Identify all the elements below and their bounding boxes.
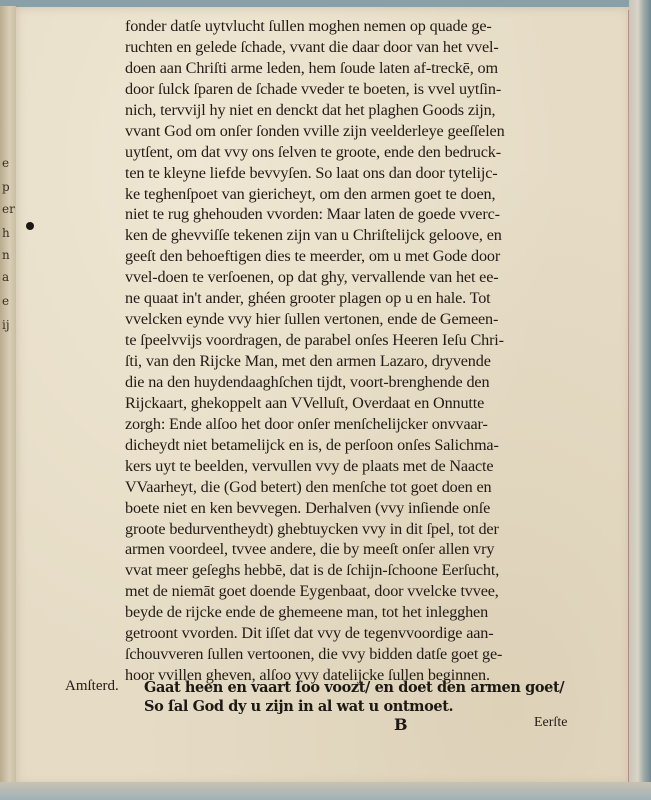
text-line: te ſpeelvvijs voordragen, de parabel onſes Heeren Ieſu Chri- bbox=[125, 331, 504, 350]
text-line: groote bedurventheydt) ghebtuycken vvy in dit ſpel, tot der bbox=[125, 519, 499, 538]
text-line: kers uyt te beelden, vervullen vvy de plaats met de Naacte bbox=[125, 456, 494, 475]
scan-frame-bottom bbox=[0, 782, 651, 800]
text-line: doen aan Chriſti arme leden, hem ſoude laten af-treckē, om bbox=[125, 58, 498, 77]
text-line: hoor vvillen gheven, alſoo vvy datelijcke ſullen beginnen. bbox=[125, 666, 490, 685]
left-page-fragment: n bbox=[2, 248, 10, 262]
text-line: door ſulck ſparen de ſchade vveder te boeten, is vvel uytſin- bbox=[125, 79, 502, 98]
text-line: vvelcken eynde vvy hier ſullen vertonen, ende de Gemeen- bbox=[125, 310, 499, 329]
signature-mark: B bbox=[394, 715, 408, 734]
text-line: VVaarheyt, die (God betert) den menſche tot goet doen en bbox=[125, 477, 492, 496]
text-line: met de niemāt goet doende Eygenbaat, door vvelcke tvvee, bbox=[125, 582, 499, 601]
text-line: niet te rug ghehouden vvorden: Maar laten de goede vverc- bbox=[125, 205, 500, 224]
left-page-fragment: e bbox=[2, 294, 10, 308]
catchword: Eerſte bbox=[534, 715, 568, 730]
text-line: zorgh: Ende alſoo het door onſer menſchelijcker onvvaar- bbox=[125, 414, 488, 433]
text-line: ſti, van den Rijcke Man, met den armen Lazaro, dryvende bbox=[125, 352, 491, 370]
left-page-fragment: er bbox=[2, 202, 15, 216]
book-page bbox=[16, 7, 630, 785]
left-page-fragment: ij bbox=[2, 318, 10, 332]
left-page-fragment: p bbox=[2, 180, 10, 194]
text-line: uytſent, om dat vvy ons ſelven te groote, ende den bedruck- bbox=[125, 142, 501, 161]
text-line: nich, tervvijl hy niet en denckt dat het plaghen Goods zijn, bbox=[125, 100, 496, 119]
text-line: ten te kleyne liefde bevvyſen. So laat ons dan door tytelijc- bbox=[125, 163, 498, 182]
text-line: vvat meer geſeghs hebbē, dat is de ſchijn-ſchoone Eerſucht, bbox=[125, 561, 500, 580]
verse-line-2: So ſal God dy u zijn in al wat u ontmoet. bbox=[144, 698, 454, 715]
text-line: getroont vvorden. Dit iſſet dat vvy de tegenvvoordige aan- bbox=[125, 624, 494, 643]
text-line: ruchten en gelede ſchade, vvant die daar door van het vvel- bbox=[125, 37, 499, 56]
text-line: die na den huydendaaghſchen tijdt, voort-brenghende den bbox=[125, 372, 490, 391]
text-line: armen voordeel, tvvee andere, die by meeſt onſer allen vry bbox=[125, 540, 495, 559]
left-page-fragment: e bbox=[2, 156, 10, 170]
left-page-edge bbox=[0, 6, 17, 786]
text-line: ſchouvveren ſullen vertoonen, die vvy bidden datſe goet ge- bbox=[125, 645, 503, 664]
text-line: ke teghenſpoet van giericheyt, om den armen goet te doen, bbox=[125, 184, 496, 203]
text-line: Rijckaart, ghekoppelt aan VVelluſt, Overdaat en Onnutte bbox=[125, 393, 485, 412]
text-line: beyde de rijcke ende de ghemeene man, tot het inlegghen bbox=[125, 603, 489, 622]
text-line: vvel-doen te verſoenen, op dat ghy, vervallende van het ee- bbox=[125, 268, 499, 287]
verse-line-1: Gaat heen en vaart ſoo voozt/ en doet den armen goet/ bbox=[144, 679, 565, 696]
imprint-city: Amſterd. bbox=[65, 678, 119, 694]
ink-blot bbox=[26, 222, 34, 230]
text-line: vvant God om onſer ſonden vville zijn veelderleye geeſſelen bbox=[125, 121, 505, 140]
left-page-fragment: a bbox=[2, 270, 10, 284]
text-line: ken de ghevviſſe tekenen zijn van u Chriſtelijck geloove, en bbox=[125, 226, 502, 245]
body-text bbox=[125, 16, 597, 686]
text-line: boete niet en ken bevvegen. Derhalven (vvy inſiende onſe bbox=[125, 498, 491, 517]
text-line: ne quaat in't ander, ghéen grooter plagen op u en hale. Tot bbox=[125, 289, 491, 308]
text-line: fonder datſe uytvlucht ſullen moghen nemen op quade ge- bbox=[125, 17, 492, 35]
scan-frame-right bbox=[629, 0, 651, 800]
text-line: geeſt den behoeftigen dies te meerder, om u met Gode door bbox=[125, 247, 501, 266]
left-page-fragment: h bbox=[2, 226, 10, 240]
text-line: dicheydt niet betamelijck en is, de perſoon onſes Salichma- bbox=[125, 435, 499, 454]
